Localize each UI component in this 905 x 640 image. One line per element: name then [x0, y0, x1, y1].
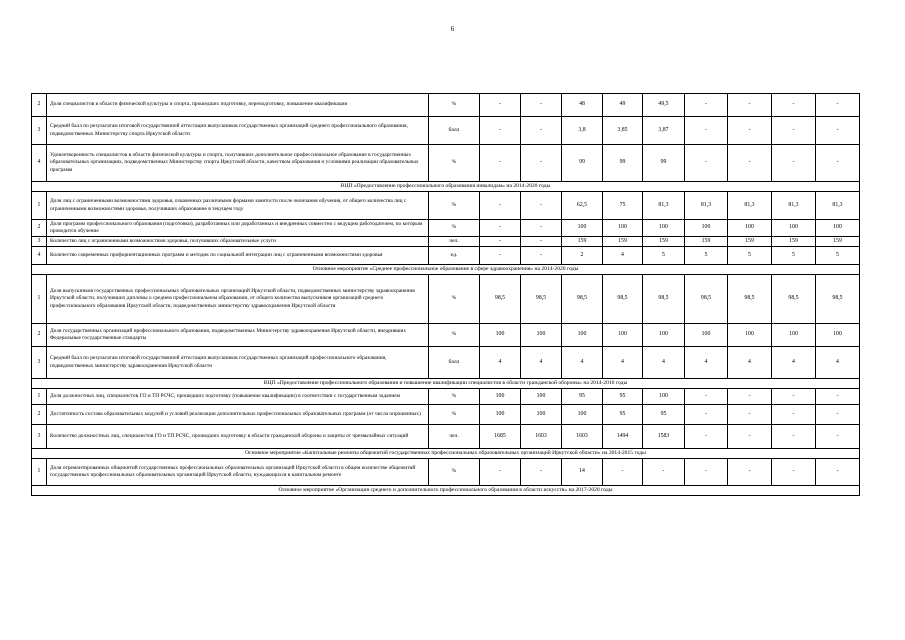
value-cell: 95: [562, 389, 603, 405]
value-cell: -: [772, 117, 816, 145]
table-row: [32, 145, 860, 182]
section-row: [32, 265, 860, 275]
value-cell: 99: [562, 145, 603, 182]
row-number: 3: [32, 237, 47, 247]
unit-cell: балл: [429, 347, 480, 379]
value-cell: -: [728, 145, 772, 182]
value-cell: -: [728, 117, 772, 145]
value-cell: 100: [816, 220, 860, 237]
value-cell: 81,3: [643, 192, 685, 220]
unit-cell: %: [429, 275, 480, 324]
value-cell: 100: [521, 405, 562, 425]
value-cell: 5: [685, 247, 728, 265]
value-cell: -: [521, 192, 562, 220]
indicator-description: Доля отремонтированных общежитий государственных профессиональных образовательных организаций Иркутской области в общем количестве общежитий государственных профессиональных образовательных организаций Иркутской области, нуждающихся в капитальном ремонте: [47, 459, 429, 486]
value-cell: 4: [685, 347, 728, 379]
unit-cell: %: [429, 324, 480, 347]
value-cell: 98,5: [728, 275, 772, 324]
unit-cell: чел.: [429, 425, 480, 449]
indicator-description: Доля специалистов в области физической культуры и спорта, прошедших подготовку, переподготовку, повышение квалификации: [47, 94, 429, 117]
unit-cell: %: [429, 94, 480, 117]
value-cell: -: [772, 94, 816, 117]
value-cell: -: [521, 220, 562, 237]
value-cell: -: [521, 459, 562, 486]
value-cell: -: [685, 459, 728, 486]
value-cell: 100: [643, 324, 685, 347]
value-cell: -: [816, 117, 860, 145]
table-row: [32, 117, 860, 145]
value-cell: 75: [603, 192, 643, 220]
value-cell: -: [685, 94, 728, 117]
row-number: 3: [32, 425, 47, 449]
value-cell: 100: [685, 220, 728, 237]
unit-cell: ед.: [429, 247, 480, 265]
value-cell: 3,8: [562, 117, 603, 145]
table-row: [32, 347, 860, 379]
value-cell: -: [480, 145, 521, 182]
indicator-description: Удовлетворенность специалистов в области физической культуры и спорта, получивших дополнительное профессиональное образование в государственных образовательных организациях, подведомственных Министерству спорта Иркутской области, качеством образования и условиями реализации образовательных программ: [47, 145, 429, 182]
value-cell: 100: [562, 405, 603, 425]
value-cell: 2: [562, 247, 603, 265]
table-row: [32, 275, 860, 324]
value-cell: 1603: [562, 425, 603, 449]
unit-cell: %: [429, 459, 480, 486]
section-title: ВЦП «Предоставление профессионального образования и повышение квалификации специалистов в области гражданской обороны» на 2014-2016 годы: [32, 379, 860, 389]
indicator-description: Доля лиц с ограниченными возможностями здоровья, охваченных различными формами занятости после окончания обучения, от общего количества лиц с ограниченными возможностями здоровья, получивших образование в текущем году: [47, 192, 429, 220]
value-cell: -: [772, 459, 816, 486]
value-cell: 4: [480, 347, 521, 379]
value-cell: -: [685, 117, 728, 145]
table-row: [32, 425, 860, 449]
row-number: 2: [32, 220, 47, 237]
value-cell: 100: [685, 324, 728, 347]
value-cell: 4: [603, 247, 643, 265]
value-cell: -: [685, 389, 728, 405]
value-cell: 159: [643, 237, 685, 247]
value-cell: 4: [643, 347, 685, 379]
value-cell: 81,3: [816, 192, 860, 220]
value-cell: 1685: [480, 425, 521, 449]
value-cell: -: [480, 117, 521, 145]
table-row: [32, 192, 860, 220]
value-cell: 100: [480, 324, 521, 347]
value-cell: -: [816, 145, 860, 182]
table-row: [32, 405, 860, 425]
table-row: [32, 220, 860, 237]
value-cell: 100: [728, 324, 772, 347]
value-cell: -: [816, 389, 860, 405]
value-cell: -: [816, 94, 860, 117]
value-cell: 1494: [603, 425, 643, 449]
row-number: 4: [32, 145, 47, 182]
value-cell: 159: [816, 237, 860, 247]
value-cell: 100: [562, 324, 603, 347]
indicator-description: Доля программ профессионального образования (подготовки), разработанных или доработанных и внедренных совместно с ведущим работодателем, по которым проводится обучение: [47, 220, 429, 237]
value-cell: 4: [603, 347, 643, 379]
value-cell: 81,3: [772, 192, 816, 220]
value-cell: 98,5: [562, 275, 603, 324]
value-cell: -: [480, 459, 521, 486]
value-cell: -: [816, 459, 860, 486]
table-row: [32, 459, 860, 486]
value-cell: -: [521, 247, 562, 265]
indicator-description: Доля государственных организаций профессионального образования, подведомственных Министерству здравоохранения Иркутской области, внедривших Федеральные государственные стандарты: [47, 324, 429, 347]
value-cell: 3,85: [603, 117, 643, 145]
value-cell: 159: [562, 237, 603, 247]
value-cell: 100: [728, 220, 772, 237]
row-number: 3: [32, 347, 47, 379]
unit-cell: %: [429, 220, 480, 237]
table-row: [32, 389, 860, 405]
value-cell: -: [816, 405, 860, 425]
value-cell: 100: [643, 220, 685, 237]
value-cell: 81,3: [728, 192, 772, 220]
value-cell: 62,5: [562, 192, 603, 220]
value-cell: -: [772, 389, 816, 405]
indicator-description: Доля должностных лиц, специалистов ГО и ТП РСЧС, прошедших подготовку (повышение квалификации) в соответствии с государственным заданием: [47, 389, 429, 405]
value-cell: 95: [643, 405, 685, 425]
value-cell: 5: [772, 247, 816, 265]
table-row: [32, 237, 860, 247]
value-cell: 4: [772, 347, 816, 379]
value-cell: 99: [603, 145, 643, 182]
value-cell: -: [521, 117, 562, 145]
value-cell: 98,5: [480, 275, 521, 324]
indicator-description: Количество современных профориентационных программ и методик по социальной интеграции лиц с ограниченными возможностями здоровья: [47, 247, 429, 265]
indicator-description: Достаточность состава образовательных модулей и условий реализации дополнительных профессиональных образовательных программ (от числа опрошенных): [47, 405, 429, 425]
value-cell: -: [728, 389, 772, 405]
value-cell: 100: [816, 324, 860, 347]
value-cell: 3,87: [643, 117, 685, 145]
section-row: [32, 182, 860, 192]
section-title: ВЦП «Предоставление профессионального образования инвалидам» на 2014-2020 годы: [32, 182, 860, 192]
row-number: 2: [32, 324, 47, 347]
row-number: 2: [32, 405, 47, 425]
value-cell: 14: [562, 459, 603, 486]
row-number: 1: [32, 275, 47, 324]
value-cell: -: [772, 405, 816, 425]
value-cell: 100: [480, 389, 521, 405]
unit-cell: %: [429, 405, 480, 425]
value-cell: 98,5: [521, 275, 562, 324]
value-cell: 98,5: [603, 275, 643, 324]
value-cell: -: [480, 192, 521, 220]
value-cell: -: [480, 237, 521, 247]
indicator-description: Количество должностных лиц, специалистов ГО и ТП РСЧС, прошедших подготовку в области гражданской обороны и защиты от чрезвычайных ситуаций: [47, 425, 429, 449]
unit-cell: балл: [429, 117, 480, 145]
value-cell: -: [728, 459, 772, 486]
unit-cell: %: [429, 192, 480, 220]
indicator-description: Количество лиц с ограниченными возможностями здоровья, получивших образовательные услуги: [47, 237, 429, 247]
unit-cell: чел.: [429, 237, 480, 247]
value-cell: -: [480, 94, 521, 117]
value-cell: 98,5: [643, 275, 685, 324]
row-number: 3: [32, 117, 47, 145]
section-title: Основное мероприятие «Среднее профессиональное образование в сфере здравоохранения» на 2014-2020 годы: [32, 265, 860, 275]
row-number: 4: [32, 247, 47, 265]
value-cell: 100: [603, 324, 643, 347]
value-cell: 100: [603, 220, 643, 237]
page-number: 6: [450, 25, 455, 33]
table-row: [32, 247, 860, 265]
value-cell: 48: [562, 94, 603, 117]
section-row: [32, 449, 860, 459]
value-cell: 98,5: [685, 275, 728, 324]
section-title: Основное мероприятие «Организация среднего и дополнительного профессионального образования в области искусств» на 2017-2020 годы: [32, 486, 860, 496]
section-row: [32, 379, 860, 389]
value-cell: 1583: [643, 425, 685, 449]
value-cell: -: [685, 405, 728, 425]
value-cell: 81,3: [685, 192, 728, 220]
value-cell: -: [480, 220, 521, 237]
value-cell: 49: [603, 94, 643, 117]
value-cell: 5: [643, 247, 685, 265]
value-cell: 98,5: [772, 275, 816, 324]
row-number: 1: [32, 389, 47, 405]
value-cell: -: [521, 237, 562, 247]
value-cell: -: [643, 459, 685, 486]
value-cell: 100: [521, 324, 562, 347]
value-cell: -: [728, 425, 772, 449]
table-row: [32, 324, 860, 347]
value-cell: 99: [643, 145, 685, 182]
value-cell: -: [728, 405, 772, 425]
value-cell: -: [772, 145, 816, 182]
table-row: [32, 94, 860, 117]
value-cell: 100: [772, 220, 816, 237]
section-title: Основное мероприятие «Капитальные ремонты общежитий государственных профессиональных образовательных организаций Иркутской области» на 2014-2015 годы: [32, 449, 860, 459]
value-cell: 4: [521, 347, 562, 379]
value-cell: 5: [816, 247, 860, 265]
value-cell: 100: [772, 324, 816, 347]
value-cell: -: [816, 425, 860, 449]
value-cell: 159: [685, 237, 728, 247]
value-cell: -: [603, 459, 643, 486]
value-cell: 100: [643, 389, 685, 405]
value-cell: -: [728, 94, 772, 117]
value-cell: 159: [728, 237, 772, 247]
indicators-table: [31, 93, 860, 496]
value-cell: -: [685, 145, 728, 182]
value-cell: 95: [603, 389, 643, 405]
indicator-description: Средний балл по результатам итоговой государственной аттестации выпускников государственных организаций профессионального образования, подведомственных министерству здравоохранения Иркутской области: [47, 347, 429, 379]
value-cell: 159: [603, 237, 643, 247]
value-cell: 98,5: [816, 275, 860, 324]
value-cell: -: [685, 425, 728, 449]
value-cell: 4: [728, 347, 772, 379]
value-cell: -: [521, 94, 562, 117]
value-cell: 49,5: [643, 94, 685, 117]
value-cell: 5: [728, 247, 772, 265]
value-cell: -: [521, 145, 562, 182]
value-cell: 4: [562, 347, 603, 379]
value-cell: 100: [480, 405, 521, 425]
indicator-description: Средний балл по результатам итоговой государственной аттестации выпускников государственных организаций среднего профессионального образования, подведомственных Министерству спорта Иркутской области: [47, 117, 429, 145]
value-cell: 100: [562, 220, 603, 237]
value-cell: 1603: [521, 425, 562, 449]
row-number: 2: [32, 94, 47, 117]
unit-cell: %: [429, 389, 480, 405]
row-number: 1: [32, 459, 47, 486]
value-cell: 159: [772, 237, 816, 247]
value-cell: 95: [603, 405, 643, 425]
value-cell: -: [480, 247, 521, 265]
value-cell: 4: [816, 347, 860, 379]
value-cell: -: [772, 425, 816, 449]
section-row: [32, 486, 860, 496]
value-cell: 100: [521, 389, 562, 405]
indicator-description: Доля выпускников государственных профессиональных образовательных организаций Иркутской области, подведомственных министерству здравоохранения Иркутской области, получивших дипломы о среднем профессиональном образовании, от общего количества выпускников организаций среднего профессионального образования Иркутской области, подведомственных министерству здравоохранения Иркутской области: [47, 275, 429, 324]
row-number: 1: [32, 192, 47, 220]
unit-cell: %: [429, 145, 480, 182]
